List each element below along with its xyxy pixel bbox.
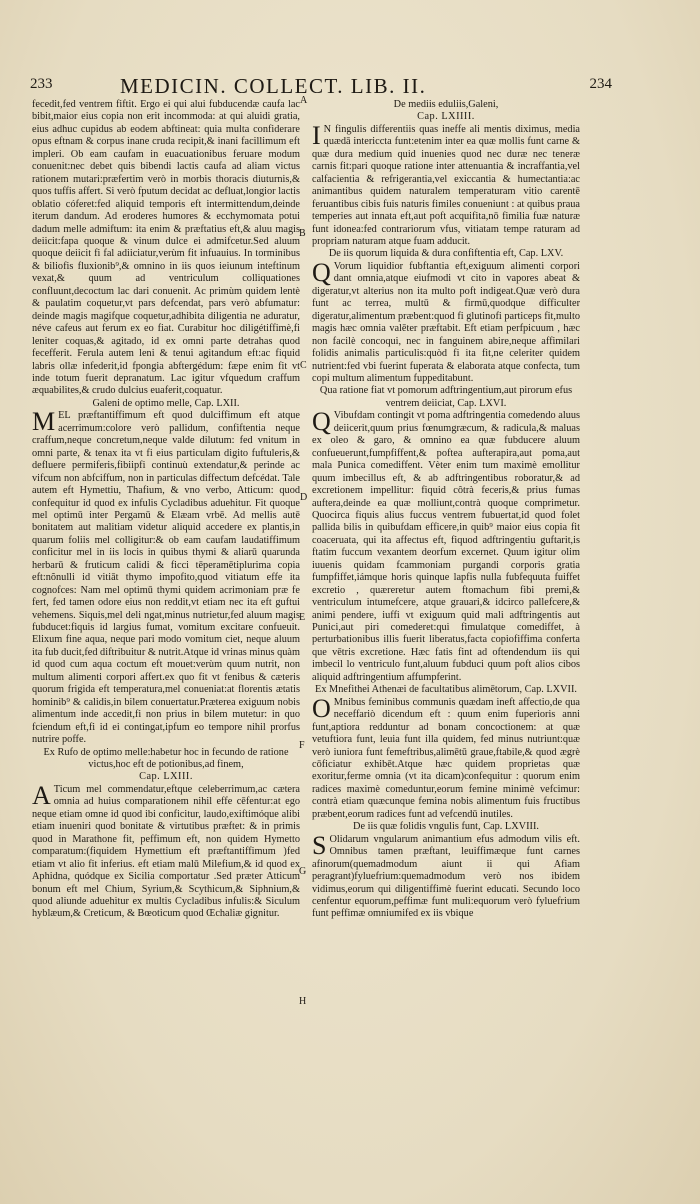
margin-letter-e: E <box>299 612 306 623</box>
right-heading-5: De iis quæ folidis vngulis funt, Cap. LXVIII. <box>353 821 539 833</box>
margin-letter-d: D <box>300 492 308 503</box>
right-heading-2: De iis quorum liquida & dura confiftentia eft, Cap. LXV. <box>328 248 564 260</box>
margin-letter-f: F <box>299 740 305 751</box>
left-para-3 <box>32 780 300 921</box>
right-heading-1-cap: Cap. LXIIII. <box>417 111 475 123</box>
right-para-3-text: Vibufdam contingit vt poma adftringentia comedendo aluus deiicerit,quum prius fœnumgræcum, & radicula,& maluas ex oleo & garo, & omnino ea quæ fubducere aluum confueuerunt,fumpfiffent,& poftea aufterapira,aut poma,aut mala Punica comediffent. Vèter enim tum maximè emollitur quum imbecillus eft, & ab adftringentibus roboratur,& ad excretionem impellitur: fiquid côtrà feceris,& prius fumas auftera,deinde ea quæ molliunt,contrà quoque comprimetur. Quocirca fiquis alius fuccus ventrem fubuertat,id quod folet pallida bilis in quibufdam efficere,in quib⁹ maior eius copia fit coaceruata, qui ita affectus eft, fiquod adftringentiu guftarit,is ftatim fuccum vexantem deorfum excernet. Quum igitur olim iuuenis quidam fcammoniam purgandi corporis gratia fumpfiffet,iámque horis quinque lapfis nulla fubfequuta fuiffet excretio , quæreretur autem ftomachum fibi premi,& ventriculum intumefcere, atque grauari,& idcirco pallefcere,& animi pendere, iuffi vt exiguum quid mali adftringentis aut Punici,aut piri comederet:qui fimulatque comediffet, à perturbationibus illis fuerit liberatus,facta copiofiffima conferta que vētris excretione. Hæc fatis fint ad oftendendum iis qui imbecil lo ventriculo funt,aluum fubduci quum poft alios cibos aliquid adftringentium affumpferint. <box>312 410 580 683</box>
drop-cap-m: M <box>32 407 56 437</box>
right-para-2 <box>312 257 580 386</box>
left-heading-1: Galeni de optimo melle, Cap. LXII. <box>92 397 240 409</box>
margin-letter-c: C <box>300 360 307 371</box>
page-number-right: 234 <box>589 76 612 92</box>
right-heading-4: Ex Mnefithei Athenæi de facultatibus alimētorum, Cap. LXVII. <box>315 684 577 696</box>
right-para-4-text: Mnibus feminibus communis quædam ineft affectio,de qua neceffariò dicendum eft : quum enim fuperioris anni funt,aptiora redduntur ad bonam concoctionem: at quæ vetuftiora funt, leuia funt illa quidem, fed minus nutriunt:quæ verò iuniora funt femeftribus,alimētū graue,ftabile,& quod ægrè cōficiatur exhibēt.Atque hæc quidem proprietas quæ exoritur,ferme omnia (vt ita dicam)confequitur : quorum enim radices maximè comeduntur,eorum femine minimè vefcimur: contrà etiam quæcunque femina nobis alimentum fuis fructibus præbent,eorum radices funt ad vefcendū inutiles. <box>312 696 580 820</box>
right-para-1 <box>312 120 580 249</box>
right-para-3 <box>312 407 580 684</box>
drop-cap-a: A <box>32 780 51 810</box>
drop-cap-s: S <box>312 830 327 860</box>
left-para-2-text: EL præftantiffimum eft quod dulciffimum eft atque acerrimum:colore verò pallidum, confiftentia neque craffum,neque concretum,neque valde dilutum: fed vnitum in omni parte, & tenax ita vt fi eius particulam digito fuftuleris,& defluere permiferis,fibiipfi continuù extendatur,& perinde ac vifcum non abfciffum, non in particulas diffectum defcédat. Tale autem eft Hymettiu, Thafium, & vno verbo, Atticum: quod confequitur id quod ex infulis Cycladibus aduehitur. Fit quoque mel optimū inter Pergamū & Elæam vrbē. Ad mellis autē bonitatem aut malitiam videtur aliquid accedere ex plantis,in quarum foliis mel colligitur:& ob eam caufam laudatiffimum conficitur mel in iis locis in quibus thymi & aliarū quarunda herbarū & fruticum calidi & ficci tēperamētiplurima copia eft:nõnulli id vitiāt thymo impofito,quod vitiatum effe ita cognofces: Nam mel optimū thymi quidem acrimoniam præ fe fert, fed tamen odore eius non reddit,vt etiam nec ita eft guftui vehemens. Siquis,mel deli ngat,minus nutrietur,fed aluum magis fubducet:fiquis id largius fumat, vomitum excitare confueuit. Elixum fine aqua, neque pari modo vomitum ciet, neque aluum ita fub ducit,fed diftribuitur & nutrit.Atque id vrinas minus quàm id quod cum aqua coctum eft mouet:verùm quum nutrit, non multum alimenti corpori affert.ex quo fit vt fenibus & cæteris quorum frigida eft temperatura,mel conueniat:at florentis ætatis hominib⁹ & calidis,in bilem conuertatur.Præterea exiguum nobis alimentum inde accedit,fi non prius in bilem mutetur: in quo fciendum eft,fi id ei contingat,ipfum eo tempore nihil prorfus nutrire poffe. <box>32 410 300 746</box>
right-para-4 <box>312 693 580 822</box>
drop-cap-q1: Q <box>312 257 331 287</box>
right-column <box>312 99 580 921</box>
margin-letter-a: A <box>300 95 308 106</box>
page-header <box>30 74 612 98</box>
left-para-3-text: Ticum mel commendatur,eftque celeberrimum,ac cætera omnia ad huius comparationem nihil effe cēfentur:at ego neque etiam omne id quod ibi conficitur, laudo,exiftimóque alibi etiam inueniri quod bonitate & virtutibus præftet: & in primis quod in Marathone fit, peffimum eft, non quidem Hymetto comparatum:(fiquidem Hymettium eft præftantiffimum )fed etiam vt alio fit inferius. eft etiam malū Milefium,& id quod ex Aphidna, quódque ex Sicilia comportatur .Sed præter Atticum bonum eft mel Chium, Syrium,& Scythicum,& Siphnium,& quod aliunde aduehitur ex multis Cycladibus infulis:& Siculum hyblæum,& Creticum, & Bœoticum quod Œchaliæ gignitur. <box>32 783 300 920</box>
left-heading-2: Ex Rufo de optimo melle:habetur hoc in fecundo de ratione victus,hoc eft de potionibus,ad finem, <box>43 746 289 771</box>
right-para-5 <box>312 830 580 921</box>
drop-cap-i: I <box>312 120 321 150</box>
right-para-2-text: Vorum liquidior fubftantia eft,exiguum alimenti corpori dant omnia,atque eiufmodi vt cito in vapores abeat & digeratur,vt alterius non ita multo poft indigeat.Quæ verò dura funt ac terrea, multū & firmū,quodque difficulter digeratur,alimentum præbent:quod fi glutinofi particeps fit,multo magis hæc omnia valēter præftabit. Eft etiam perfpicuum , hæc non facilè concoqui, nec in fanguinem abire,neque affimilari folidis animalis particulis:quòd fi ita fit,ne celeriter quidem nutrient:fed vbi fuerint fuperata & elaborata atque confecta, tum copi multum alimentum fuppeditabunt. <box>312 260 580 384</box>
right-heading-1: De mediis eduliis,Galeni, <box>393 99 499 110</box>
left-para-2 <box>32 407 300 746</box>
margin-letter-g: G <box>299 866 307 877</box>
left-column <box>32 99 300 921</box>
left-para-1: fecedit,fed ventrem fiftit. Ergo ei qui alui fubducendæ caufa lac bibit,maior eius copia non erit incommoda: at qui aluidi gratia, eius adhuc cupidus ab eodem abftineat: quia multa confiderare opus eftnam & corpus inane cruda recipit,& inani facillimum eft impleri. Ob eam caufam in euacuationibus feruare modum conuenit:nec debet quis bibendi lactis caufa ad aliam victus rationem mutari:præfertim verò in morbis thoracis diuturnis,& quos tuffis affert. Si verò fputum decidat ac defluat,longior lactis oblatio cóferet:fed aliquid temporis eft intermittendum,deinde iterum dandum. Ad eroderes humores & ecchymomata potui dadum melle admiftum: ita enim & præftatius eft,& aluu magis deiicit:fapa quoque & vinum dulce ei admifcetur.Sed aluum quoque deiicit fi fal adiiciatur,verùm fit infuauius. In torminibus & biliofis fluxionib⁹,& omnino in iis quos ieiunum inteftinum vexat,& quum ad ventriculum colliquationes confluunt,decoctum lac dari conuenit. Ac primùm quidem lentè & paulatim coquetur,vt pars defcendat, pars verò abfumatur: deinde magis magifque coquetur,adhibita diligentia ne aduratur, néve cafeus aut ferum ex eo fiat. Curabitur hoc diligétiffimè,fi leniter coquas,& agitado, id ex omni parte detrahas quod fecefferit. Ferula autem leni & tenui agitandum eft:ac fiquid labris ollæ infederit,id fpongia abftergédum: fæpe enim fit vt inde totum fuerit depranatum. Lac igitur vfquedum craffum æquabilites,& crudo dulcius euaferit,coquatur. <box>32 99 300 397</box>
margin-letter-b: B <box>299 228 306 239</box>
drop-cap-o: O <box>312 693 331 723</box>
drop-cap-q2: Q <box>312 407 331 437</box>
right-heading-3: Qua ratione fiat vt pomorum adftringentium,aut pirorum efus ventrem deiiciat, Cap. LXVI. <box>319 385 573 409</box>
left-heading-2-cap: Cap. LXIII. <box>139 771 193 783</box>
running-title: MEDICIN. COLLECT. LIB. II. <box>120 74 427 98</box>
page-number-left: 233 <box>30 76 53 92</box>
right-para-5-text: Olidarum vngularum animantium efus admodum vilis eft. Omnibus tamen præftant, leuiffimæque funt carnes afinorum(quemadmodum aiunt ii qui Afiam peragrant)fyluefrium:quemadmodum verò nos ibidem vidimus,eorum qui diligentiffimè fuerint educati. Secundo loco cenfentur equorum,peffimæ funt muli:equorum verò fyluefrium funt peffimæ omniumifed ex iis vbique <box>312 833 580 920</box>
right-para-1-text: N fingulis differentiis quas ineffe ali mentis diximus, media quædā intericcta funt:etenim inter ea quæ mollis funt carne & quæ dura medium quid inuenies quod nec duræ nec teneræ carnis fit:pari quoque ratione inter attenuantia & incraffantia,vel calfacientia & refrigerantia,vel exiccantia & humectantia:ac animantibus quidem naturalem temperaturam vitio carentē feruantibus cibis fuis naturis fimiles conueniunt : at quibus praua temperies aut innata eft,aut poft acquifita,nō fimilia fuæ naturæ funt idonea:fed contrariorum vfus, vitiatam tempe raturam ad propriam naturam atque fuam adducit. <box>312 123 580 247</box>
margin-letter-h: H <box>299 996 307 1007</box>
